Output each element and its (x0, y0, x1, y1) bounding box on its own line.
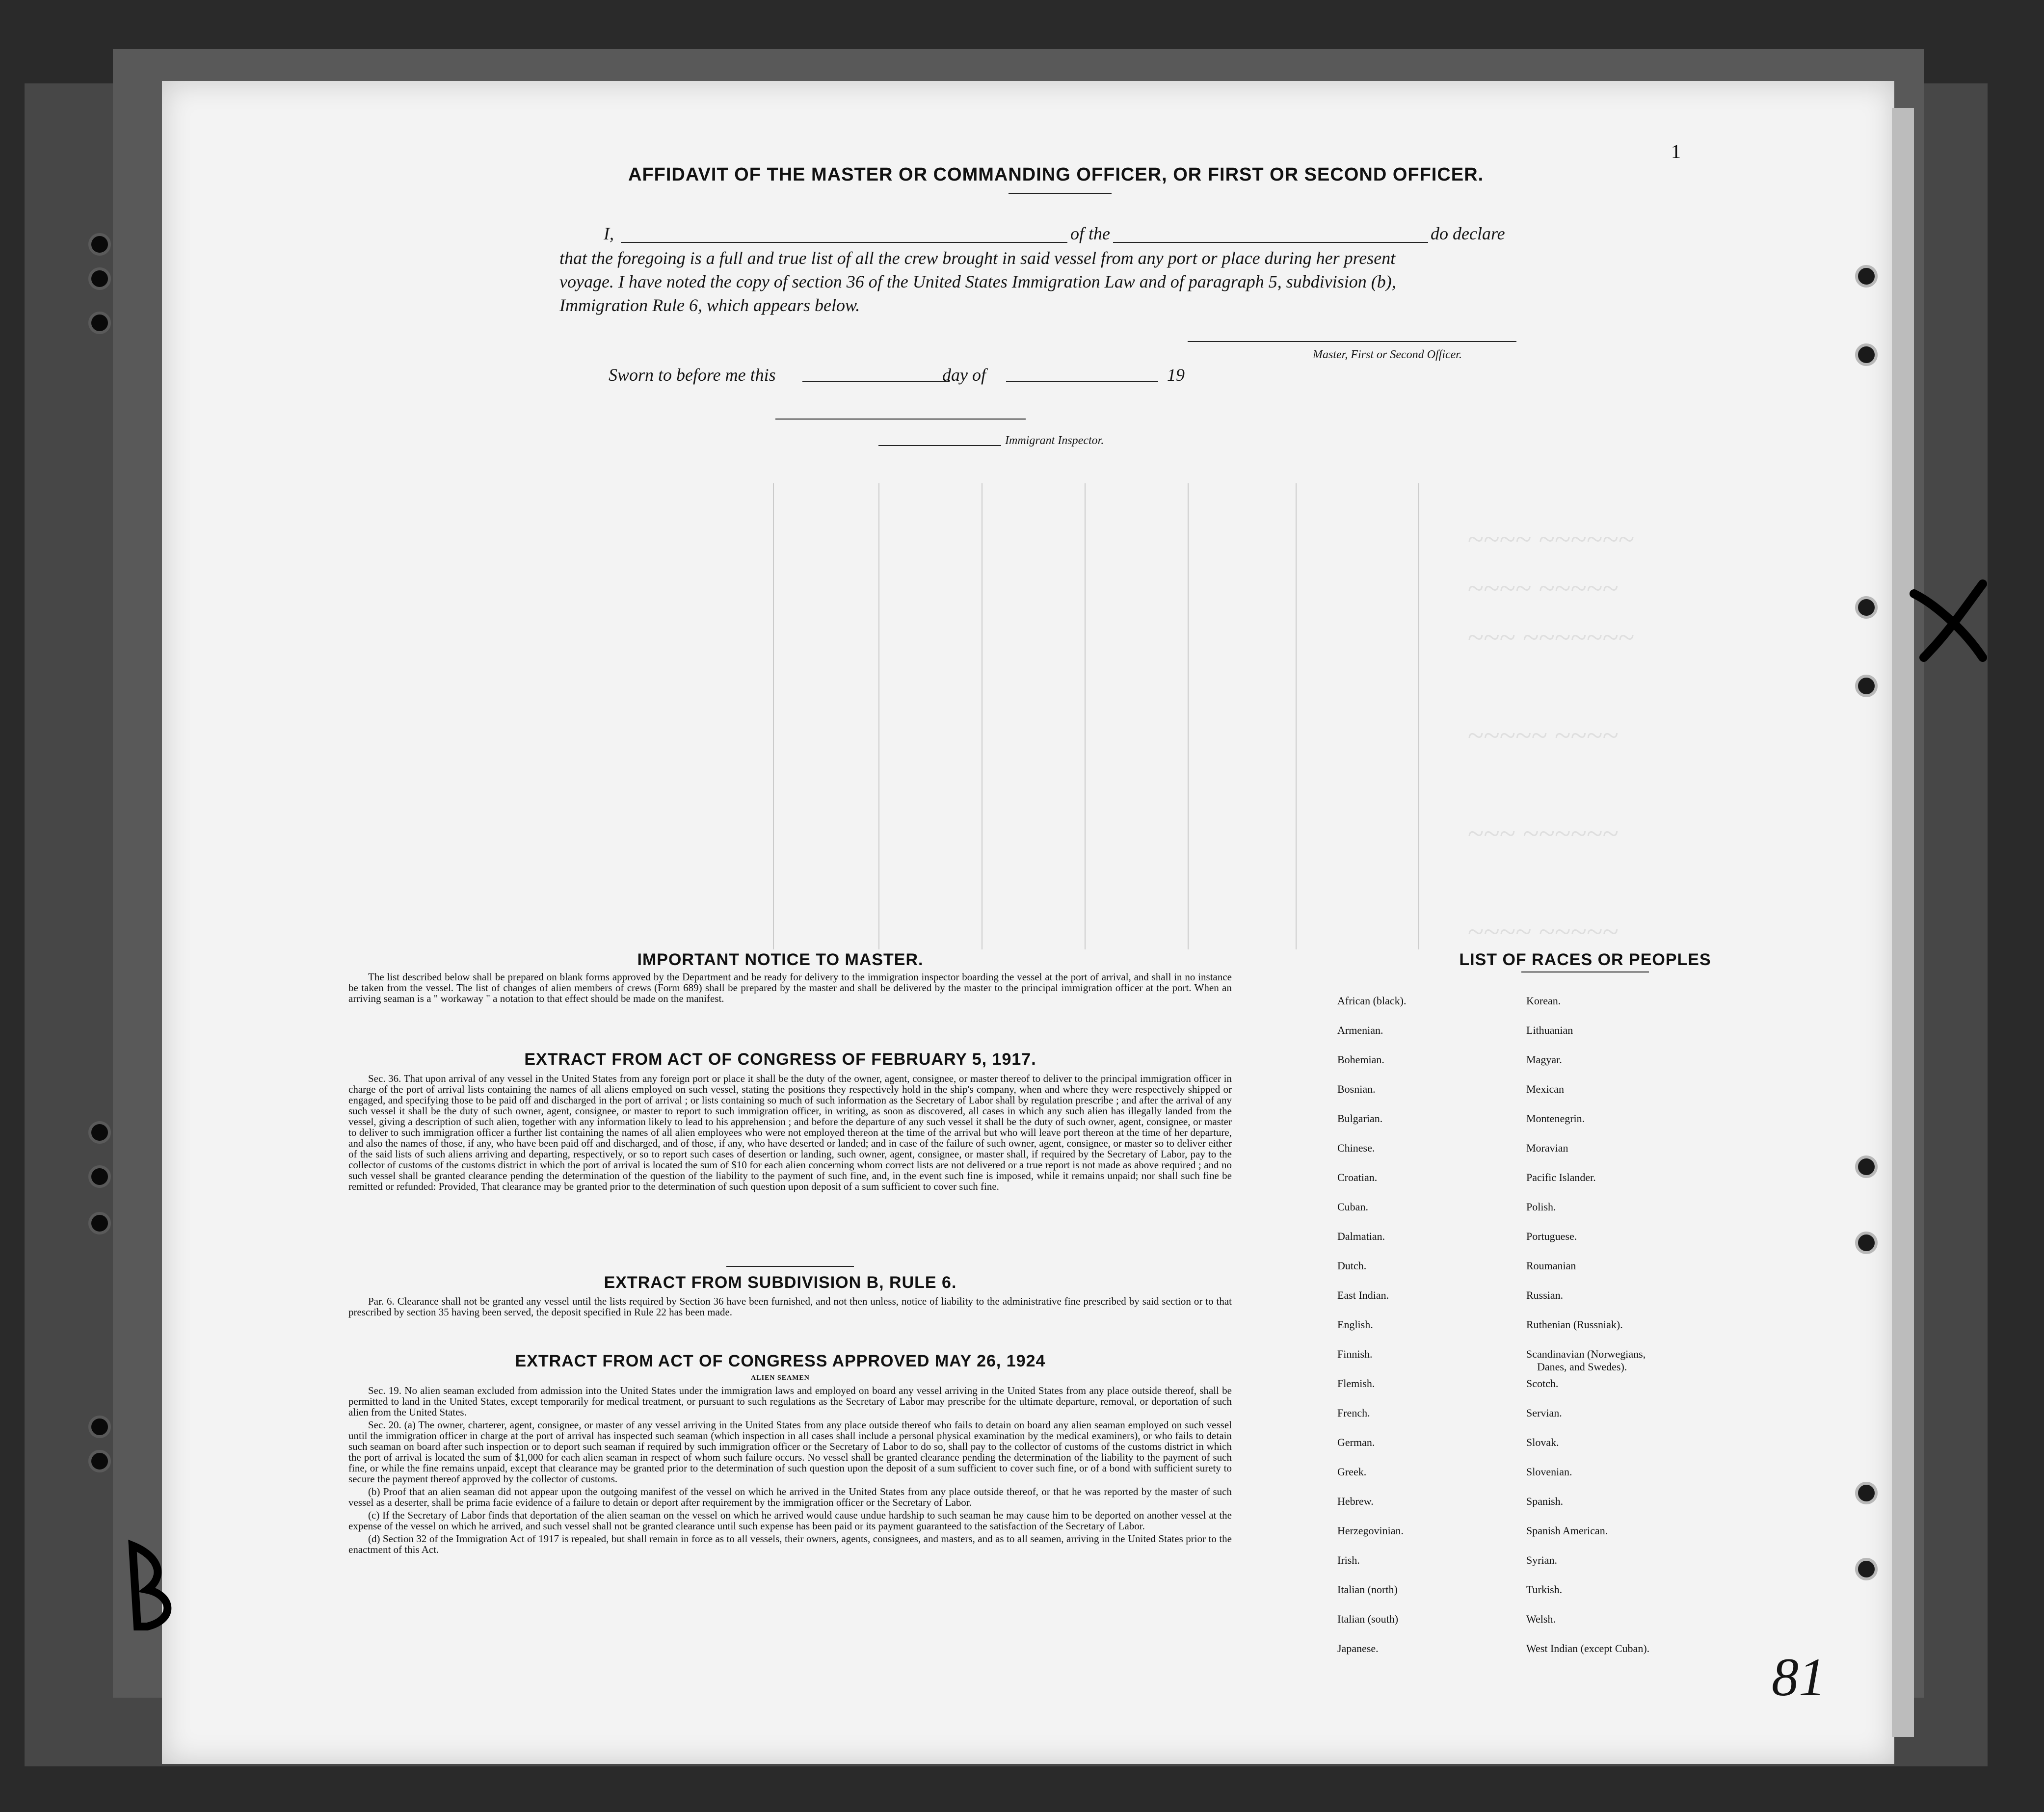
race-item: English. (1337, 1318, 1373, 1331)
race-item: Pacific Islander. (1526, 1171, 1596, 1183)
notice-body (348, 972, 1232, 1006)
ghost-handwriting: ~~~ ~~~~~~ (1467, 817, 1619, 850)
ghost-column-line (878, 483, 879, 949)
binder-hole-icon (88, 233, 111, 256)
race-item: Ruthenian (Russniak). (1526, 1318, 1623, 1331)
race-item: Montenegrin. (1526, 1112, 1585, 1125)
binder-hole-icon (88, 1165, 111, 1188)
affidavit-line-3: voyage. I have noted the copy of section 36 of the United States Immigration Law and of paragraph 5, subdivision (b), (559, 272, 1396, 291)
day-of-label: day of (942, 365, 986, 385)
race-item: Russian. (1526, 1289, 1564, 1301)
race-item: Bohemian. (1337, 1053, 1384, 1066)
race-item: Lithuanian (1526, 1024, 1573, 1036)
ghost-handwriting: ~~~~ ~~~~~ (1467, 916, 1619, 948)
race-item: Flemish. (1337, 1377, 1375, 1390)
extract-1924-paragraph: Sec. 19. No alien seaman excluded from admission into the United States under the immigration laws and employed on board any vessel arriving in the United States from any place outside thereof, shall be permitted to land in the United States, except temporarily for medical treatment, or pursuant to such regulations as the Secretary of Labor may prescribe for the ultimate departure, removal, or deportation of such alien from the United States. (348, 1385, 1232, 1418)
notice-body-text: The list described below shall be prepared on blank forms approved by the Department and be ready for delivery to the immigration inspector boarding the vessel at the port of arrival, and shall in no instance be taken from the vessel. The list of changes of alien members of crews (Form 689) shall be prepared by the master and shall be delivered by the master to the principal immigration officer at the port. When an arriving seaman is a " workaway " a notation to that effect should be made on the manifest. (348, 971, 1232, 1004)
races-title: LIST OF RACES OR PEOPLES (1459, 950, 1711, 969)
page-number: 1 (1671, 140, 1681, 162)
extract-rule6-body (348, 1296, 1232, 1319)
race-item: Cuban. (1337, 1201, 1368, 1213)
binder-hole-icon (1855, 675, 1878, 697)
extract-1924-paragraph: (c) If the Secretary of Labor finds that deportation of the alien seaman on the vessel on which he arrived would cause undue hardship to such seaman he may cause him to be deported on another vessel at the expense of the vessel on which he arrived, and such vessel shall not be granted clearance until such expense has been paid or its payment guaranteed to the satisfaction of the Secretary of Labor. (348, 1509, 1232, 1532)
master-signature-line (1188, 341, 1516, 342)
affidavit-line-4: Immigration Rule 6, which appears below. (559, 295, 860, 315)
race-item: Spanish. (1526, 1495, 1564, 1507)
binder-hole-icon (88, 312, 111, 334)
form-page (162, 81, 1894, 1764)
ghost-column-line (1188, 483, 1189, 949)
affiant-prefix: I, (604, 224, 614, 243)
race-item: Spanish American. (1526, 1524, 1608, 1537)
race-item: Scandinavian (Norwegians, Danes, and Swedes). (1526, 1348, 1646, 1373)
ghost-handwriting: ~~~~ ~~~~~ (1467, 572, 1619, 604)
ghost-column-line (1296, 483, 1297, 949)
binder-hole-icon (1855, 596, 1878, 619)
ghost-handwriting: ~~~~ ~~~~~~ (1467, 523, 1634, 555)
race-item: Croatian. (1337, 1171, 1378, 1183)
race-item: Polish. (1526, 1201, 1556, 1213)
affidavit-line-2: that the foregoing is a full and true list of all the crew brought in said vessel from any port or place during her present (559, 248, 1396, 268)
ghost-column-line (1418, 483, 1419, 949)
race-item: German. (1337, 1436, 1375, 1448)
binder-hole-icon (1855, 1232, 1878, 1254)
binder-hole-icon (88, 1121, 111, 1144)
race-item: Japanese. (1337, 1642, 1379, 1654)
notice-title: IMPORTANT NOTICE TO MASTER. (637, 950, 924, 969)
extract-1917-text: Sec. 36. That upon arrival of any vessel in the United States from any foreign port or place it shall be the duty of the owner, agent, consignee, or master thereof to deliver to the principal immigration officer in charge of the port of arrival lists containing the names of all aliens employed on such vessel, stating the positions they respectively hold in the ship's company, when and where they were respectively shipped or engaged, and specifying those to be paid off and discharged in the port of arrival ; or lists containing so much of such information as the Secretary of Labor shall by regulation prescribe ; and after the arrival of any such vessel it shall be the duty of such owner, agent, consignee, or master to report to such immigration officer, in writing, as soon as discovered, all cases in which any such alien has illegally landed from the vessel, giving a description of such alien, together with any information likely to lead to his apprehension ; and before the departure of any such vessel it shall be the duty of such owner, agent, consignee, or master to deliver to such immigration officer a further list containing the names of all alien employees who were not employed thereon at the time of the arrival but who will leave port thereon at the time of her departure, and also the names of those, if any, who have been paid off and discharged, and of those, if any, who have deserted or landed; and in case of the failure of such owner, agent, consignee, or master so to deliver either of the said lists of such aliens arriving and departing, respectively, or so to report such cases of desertion or landing, such owner, agent, consignee, or master shall, if required by the Secretary of Labor, pay to the collector of customs of the customs district in which the port of arrival is located the sum of $10 for each alien concerning whom correct lists are not delivered or a true report is not made as above required ; and no such vessel shall be granted clearance pending the determination of the question of the liability to the payment of such fine, and, in the event such fine is imposed, while it remains unpaid; nor shall such fine be remitted or refunded: Provided, That clearance may be granted prior to the determination of such question upon deposit of a sum sufficient to cover such fine. (348, 1073, 1232, 1192)
title-underline (1009, 193, 1112, 194)
year-label: 19 (1167, 365, 1185, 385)
race-item: Slovenian. (1526, 1466, 1572, 1478)
race-item: Hebrew. (1337, 1495, 1374, 1507)
ghost-handwriting: ~~~~~ ~~~~ (1467, 719, 1619, 752)
vessel-name-line (1134, 242, 1428, 243)
race-item: Servian. (1526, 1407, 1562, 1419)
extract-1924-subtitle: ALIEN SEAMEN (751, 1374, 810, 1382)
ink-cross-mark-icon (1904, 574, 2012, 662)
race-item: Turkish. (1526, 1583, 1563, 1596)
race-item: Italian (south) (1337, 1613, 1399, 1625)
race-item: Chinese. (1337, 1142, 1375, 1154)
race-item: Slovak. (1526, 1436, 1559, 1448)
race-item: French. (1337, 1407, 1370, 1419)
race-item: Irish. (1337, 1554, 1360, 1566)
race-item: West Indian (except Cuban). (1526, 1642, 1650, 1654)
master-signature-label: Master, First or Second Officer. (1313, 348, 1462, 361)
handwritten-page-number: 81 (1772, 1647, 1826, 1707)
race-item: Scotch. (1526, 1377, 1559, 1390)
sworn-day-line (802, 381, 950, 382)
ghost-column-line (773, 483, 774, 949)
extract-1917-title: EXTRACT FROM ACT OF CONGRESS OF FEBRUARY 5, 1917. (524, 1050, 1036, 1069)
race-item: Moravian (1526, 1142, 1568, 1154)
race-item: Armenian. (1337, 1024, 1383, 1036)
race-item: Dalmatian. (1337, 1230, 1385, 1242)
inspector-label: Immigrant Inspector. (1005, 434, 1104, 447)
race-item: Bosnian. (1337, 1083, 1376, 1095)
race-item: Bulgarian. (1337, 1112, 1383, 1125)
extract-1917-body (348, 1073, 1232, 1194)
race-item: Magyar. (1526, 1053, 1562, 1066)
race-item: Korean. (1526, 995, 1561, 1007)
sworn-label: Sworn to before me this (609, 365, 776, 385)
extract-1924-body (348, 1385, 1232, 1557)
do-declare-label: do declare (1431, 224, 1505, 243)
race-item: Roumanian (1526, 1260, 1576, 1272)
binder-hole-icon (1855, 343, 1878, 366)
affidavit-title: AFFIDAVIT OF THE MASTER OR COMMANDING OFFICER, OR FIRST OR SECOND OFFICER. (628, 164, 1484, 185)
race-item: Syrian. (1526, 1554, 1557, 1566)
race-item: Dutch. (1337, 1260, 1367, 1272)
extract-1924-paragraph: (d) Section 32 of the Immigration Act of 1917 is repealed, but shall remain in force as to all vessels, their owners, agents, consignees, and masters, and as to all seamen, arriving in the United States prior to the enactment of this Act. (348, 1533, 1232, 1555)
race-item: African (black). (1337, 995, 1407, 1007)
race-item: Herzegovinian. (1337, 1524, 1404, 1537)
extract-rule6-title: EXTRACT FROM SUBDIVISION B, RULE 6. (604, 1273, 957, 1292)
race-item: East Indian. (1337, 1289, 1389, 1301)
ink-mark-icon (118, 1536, 186, 1634)
binder-hole-icon (88, 1212, 111, 1234)
race-item: Mexican (1526, 1083, 1564, 1095)
inspector-upper-line (775, 419, 1026, 420)
extract-1924-paragraph: (b) Proof that an alien seaman did not appear upon the outgoing manifest of the vessel on which he arrived in the United States from any place outside thereof, or that he was reported by the master of such vessel as a deserter, shall be prima facie evidence of a failure to detain or deport after requirement by the immigration officer or the Secretary of Labor. (348, 1486, 1232, 1508)
extract-1924-paragraph: Sec. 20. (a) The owner, charterer, agent, consignee, or master of any vessel arriving in the United States from any place outside thereof who fails to detain on board any alien seaman employed on such vessel until the immigration officer in charge at the port of arrival has inspected such seaman (which inspection in all cases shall include a personal physical examination by the medical examiners), or who fails to detain such seaman on board after such inspection or to deport such seaman if required by such immigration officer or the Secretary of Labor to do so, shall pay to the collector of customs of the customs district in which the port of arrival is located the sum of $1,000 for each alien seaman in respect of whom such failure occurs. No vessel shall be granted clearance pending the determination of the liability to the payment of such fine, or while the fine remains unpaid, except that clearance may be granted prior to the determination of such question upon the deposit of a sum sufficient to cover such fine, or of a bond with sufficient surety to secure the payment thereof approved by the collector of customs. (348, 1419, 1232, 1485)
binder-hole-icon (1855, 1155, 1878, 1178)
race-item: Italian (north) (1337, 1583, 1398, 1596)
extract-1924-title: EXTRACT FROM ACT OF CONGRESS APPROVED MAY 26, 1924 (515, 1352, 1046, 1370)
inspector-signature-line (878, 445, 1001, 446)
binder-hole-icon (1855, 265, 1878, 288)
race-item: Greek. (1337, 1466, 1367, 1478)
binder-hole-icon (1855, 1482, 1878, 1504)
binder-hole-icon (88, 267, 111, 290)
binder-hole-icon (1855, 1558, 1878, 1580)
ghost-column-line (1085, 483, 1086, 949)
binder-hole-icon (88, 1450, 111, 1472)
extract-rule6-text: Par. 6. Clearance shall not be granted any vessel until the lists required by Section 36 have been furnished, and not then unless, notice of liability to the administrative fine prescribed by said section or to that prescribed by section 35 having been served, the deposit specified in Rule 22 has been made. (348, 1295, 1232, 1318)
sworn-month-line (1006, 381, 1158, 382)
binder-hole-icon (88, 1416, 111, 1438)
race-item: Portuguese. (1526, 1230, 1577, 1242)
race-item: Finnish. (1337, 1348, 1373, 1360)
section-divider (726, 1266, 854, 1267)
page-right-edge (1892, 108, 1914, 1737)
race-item: Welsh. (1526, 1613, 1556, 1625)
ghost-handwriting: ~~~ ~~~~~~~ (1467, 621, 1634, 654)
of-the-label: of the (1067, 223, 1113, 244)
